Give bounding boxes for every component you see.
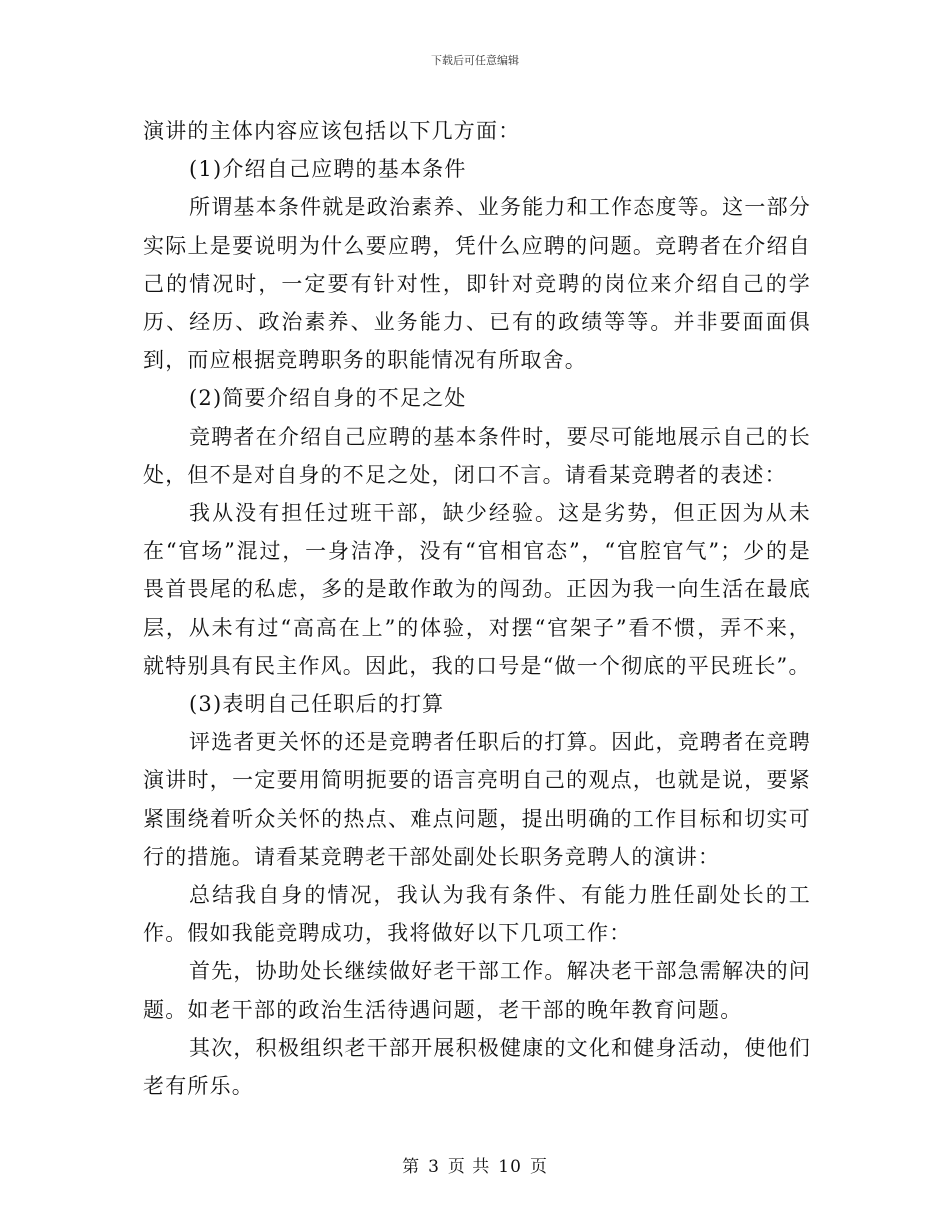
section-heading: (2)简要介绍自身的不足之处	[189, 386, 467, 411]
paragraph: 其次，积极组织老干部开展积极健康的文化和健身活动，使他们老有所乐。	[143, 1035, 811, 1099]
document-body	[143, 112, 811, 1105]
paragraph: 总结我自身的情况，我认为我有条件、有能力胜任副处长的工作。假如我能竞聘成功，我将做好以下几项工作：	[143, 883, 811, 946]
footer-middle: 页 共	[447, 1157, 491, 1177]
page-header: 下载后可任意编辑	[431, 54, 519, 67]
section-heading: (1)介绍自己应聘的基本条件	[189, 157, 467, 182]
footer-prefix: 第	[402, 1157, 421, 1177]
page-total: 10	[498, 1157, 522, 1177]
footer-suffix: 页	[529, 1157, 548, 1177]
paragraph: 所谓基本条件就是政治素养、业务能力和工作态度等。这一部分实际上是要说明为什么要应聘，凭什么应聘的问题。竞聘者在介绍自己的情况时，一定要有针对性，即针对竞聘的岗位来介绍自己的学历、经历、政治素养、业务能力、已有的政绩等等。并非要面面俱到，而应根据竞聘职务的职能情况有所取舍。	[143, 195, 811, 373]
page-footer	[0, 1152, 950, 1177]
paragraph: 我从没有担任过班干部，缺少经验。这是劣势，但正因为从未在“官场”混过，一身洁净，没有“官相官态”，“官腔官气”；少的是畏首畏尾的私虑，多的是敢作敢为的闯劲。正因为我一向生活在最底层，从未有过“高高在上”的体验，对摆“官架子”看不惯，弄不来，就特别具有民主作风。因此，我的口号是“做一个彻底的平民班长”。	[143, 501, 811, 678]
paragraph: 演讲的主体内容应该包括以下几方面：	[143, 119, 521, 143]
paragraph: 首先，协助处长继续做好老干部工作。解决老干部急需解决的问题。如老干部的政治生活待遇问题，老干部的晚年教育问题。	[143, 959, 811, 1022]
paragraph: 评选者更关怀的还是竞聘者任职后的打算。因此，竞聘者在竞聘演讲时，一定要用简明扼要的语言亮明自己的观点，也就是说，要紧紧围绕着听众关怀的热点、难点问题，提出明确的工作目标和切实可行的措施。请看某竞聘老干部处副处长职务竞聘人的演讲：	[143, 730, 811, 869]
page-number: 3	[428, 1157, 440, 1177]
section-heading: (3)表明自己任职后的打算	[189, 692, 445, 717]
paragraph: 竞聘者在介绍自己应聘的基本条件时，要尽可能地展示自己的长处，但不是对自身的不足之处，闭口不言。请看某竞聘者的表述：	[143, 424, 811, 487]
